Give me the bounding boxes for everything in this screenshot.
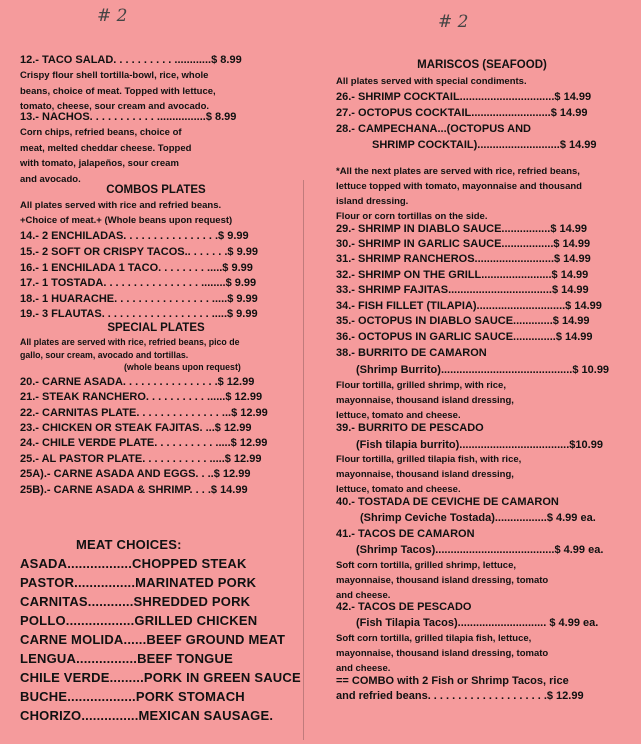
meat-choice: POLLO..................GRILLED CHICKEN [20, 613, 258, 628]
section-note: (whole beans upon request) [124, 362, 241, 372]
menu-item: 41.- TACOS DE CAMARON [336, 528, 475, 540]
menu-item: 33.- SHRIMP FAJITAS..................................$ 14.99 [336, 284, 589, 296]
menu-item: 35.- OCTOPUS IN DIABLO SAUCE.............$ 14.99 [336, 315, 590, 327]
section-heading-mariscos: MARISCOS (SEAFOOD) [417, 59, 547, 71]
item-subtitle: (Shrimp Tacos).......................................$ 4.99 ea. [356, 544, 604, 556]
menu-item: 28.- CAMPECHANA...(OCTOPUS AND [336, 123, 531, 135]
section-heading-combos: COMBOS PLATES [106, 184, 206, 196]
item-description: mayonnaise, thousand island dressing, tomato [336, 575, 549, 586]
item-description: and cheese. [336, 663, 391, 674]
meat-choice: CARNE MOLIDA......BEEF GROUND MEAT [20, 632, 286, 647]
menu-item: 15.- 2 SOFT OR CRISPY TACOS.. . . . . . .$ 9.99 [20, 246, 258, 258]
menu-item: 25A).- CARNE ASADA AND EGGS. . ..$ 12.99 [20, 468, 251, 480]
combo-item: == COMBO with 2 Fish or Shrimp Tacos, rice [336, 675, 569, 687]
item-description: lettuce, tomato and cheese. [336, 410, 461, 421]
meat-choice: CHORIZO...............MEXICAN SAUSAGE. [20, 708, 274, 723]
menu-item: 16.- 1 ENCHILADA 1 TACO. . . . . . . . .....$ 9.99 [20, 262, 253, 274]
item-description: tomato, cheese, sour cream and avocado. [20, 101, 210, 112]
menu-item: 27.- OCTOPUS COCKTAIL..........................$ 14.99 [336, 107, 588, 119]
section-note: Flour or corn tortillas on the side. [336, 211, 488, 222]
item-description: and avocado. [20, 173, 81, 185]
menu-item: 39.- BURRITO DE PESCADO [336, 422, 484, 434]
section-note: gallo, sour cream, avocado and tortillas. [20, 350, 189, 360]
menu-item: 34.- FISH FILLET (TILAPIA).............................$ 14.99 [336, 300, 602, 312]
item-description: and cheese. [336, 590, 391, 601]
item-description: Flour tortilla, grilled tilapia fish, with rice, [336, 454, 522, 465]
menu-item: 38.- BURRITO DE CAMARON [336, 347, 487, 359]
item-description: Flour tortilla, grilled shrimp, with rice, [336, 380, 506, 391]
item-subtitle: (Shrimp Ceviche Tostada).................$ 4.99 ea. [360, 512, 596, 524]
item-description: mayonnaise, thousand island dressing, tomato [336, 648, 549, 659]
menu-item: 25B).- CARNE ASADA & SHRIMP. . . .$ 14.99 [20, 484, 248, 496]
menu-item: 24.- CHILE VERDE PLATE. . . . . . . . . . .....$ 12.99 [20, 437, 268, 449]
meat-choice: CHILE VERDE.........PORK IN GREEN SAUCE [20, 670, 301, 685]
section-note: All plates served with rice and refried beans. [20, 200, 222, 211]
item-description: Crispy flour shell tortilla-bowl, rice, whole [20, 70, 209, 81]
menu-item: 26.- SHRIMP COCKTAIL...............................$ 14.99 [336, 91, 592, 103]
menu-item: 42.- TACOS DE PESCADO [336, 601, 472, 613]
section-note: +Choice of meat.+ (Whole beans upon request) [20, 215, 233, 226]
meat-choice: ASADA.................CHOPPED STEAK [20, 556, 247, 571]
item-description: mayonnaise, thousand island dressing, [336, 469, 514, 480]
item-description: lettuce, tomato and cheese. [336, 484, 461, 495]
menu-item: 14.- 2 ENCHILADAS. . . . . . . . . . . . . . . .$ 9.99 [20, 230, 249, 242]
meat-choice: LENGUA................BEEF TONGUE [20, 651, 233, 666]
menu-item-taco-salad: 12.- TACO SALAD. . . . . . . . . . ............$ 8.99 [20, 54, 242, 66]
item-description: Soft corn tortilla, grilled shrimp, lettuce, [336, 560, 516, 571]
page-fold [303, 180, 304, 740]
menu-item: 20.- CARNE ASADA. . . . . . . . . . . . . . . .$ 12.99 [20, 376, 255, 388]
section-note: All plates are served with rice, refried beans, pico de [20, 337, 240, 347]
item-description: beans, choice of meat. Topped with lettuce, [20, 85, 216, 97]
handwritten-annotation-left: # 2 [97, 6, 128, 26]
section-note: lettuce topped with tomato, mayonnaise and thousand [336, 181, 582, 192]
section-note: island dressing. [336, 196, 409, 207]
menu-item: 40.- TOSTADA DE CEVICHE DE CAMARON [336, 496, 559, 508]
menu-item: 29.- SHRIMP IN DIABLO SAUCE................$ 14.99 [336, 223, 588, 235]
item-subtitle: (Shrimp Burrito)...........................................$ 10.99 [356, 364, 610, 376]
item-description: with tomato, jalapeños, sour cream [20, 158, 179, 169]
menu-item-nachos: 13.- NACHOS. . . . . . . . . . . ................$ 8.99 [20, 111, 237, 123]
menu-item: 32.- SHRIMP ON THE GRILL.......................$ 14.99 [336, 269, 589, 281]
item-description: Soft corn tortilla, grilled tilapia fish, lettuce, [336, 633, 532, 644]
meat-choice: PASTOR................MARINATED PORK [20, 575, 257, 590]
meat-choice: BUCHE..................PORK STOMACH [20, 689, 245, 704]
menu-item: 23.- CHICKEN OR STEAK FAJITAS. ...$ 12.99 [20, 422, 252, 434]
menu-item: SHRIMP COCKTAIL)...........................$ 14.99 [372, 139, 597, 151]
section-heading-special: SPECIAL PLATES [107, 322, 205, 334]
item-subtitle: (Fish Tilapia Tacos)............................. $ 4.99 ea. [356, 617, 599, 629]
combo-item: and refried beans. . . . . . . . . . . . . . . . . . . .$ 12.99 [336, 690, 584, 702]
menu-item: 21.- STEAK RANCHERO. . . . . . . . . . ......$ 12.99 [20, 391, 263, 403]
menu-item: 18.- 1 HUARACHE. . . . . . . . . . . . . . . . .....$ 9.99 [20, 293, 258, 305]
item-description: Corn chips, refried beans, choice of [20, 127, 182, 138]
menu-item: 31.- SHRIMP RANCHEROS..........................$ 14.99 [336, 253, 591, 265]
menu-item: 30.- SHRIMP IN GARLIC SAUCE.................$ 14.99 [336, 238, 591, 250]
menu-item: 19.- 3 FLAUTAS. . . . . . . . . . . . . . . . . . .....$ 9.99 [20, 308, 258, 320]
menu-item: 17.- 1 TOSTADA. . . . . . . . . . . . . . . . ........$ 9.99 [20, 277, 257, 289]
section-note: All plates served with special condiments. [336, 76, 527, 87]
item-subtitle: (Fish tilapia burrito)....................................$10.99 [356, 439, 603, 451]
section-heading-meat-choices: MEAT CHOICES: [76, 537, 182, 552]
item-description: meat, melted cheddar cheese. Topped [20, 142, 192, 154]
menu-item: 25.- AL PASTOR PLATE. . . . . . . . . . . .....$ 12.99 [20, 453, 262, 465]
meat-choice: CARNITAS............SHREDDED PORK [20, 594, 251, 609]
handwritten-annotation-right: # 2 [438, 12, 469, 32]
item-description: mayonnaise, thousand island dressing, [336, 395, 514, 406]
section-note: *All the next plates are served with rice, refried beans, [336, 166, 580, 177]
menu-item: 22.- CARNITAS PLATE. . . . . . . . . . . . . . ...$ 12.99 [20, 407, 268, 419]
menu-item: 36.- OCTOPUS IN GARLIC SAUCE..............$ 14.99 [336, 331, 593, 343]
